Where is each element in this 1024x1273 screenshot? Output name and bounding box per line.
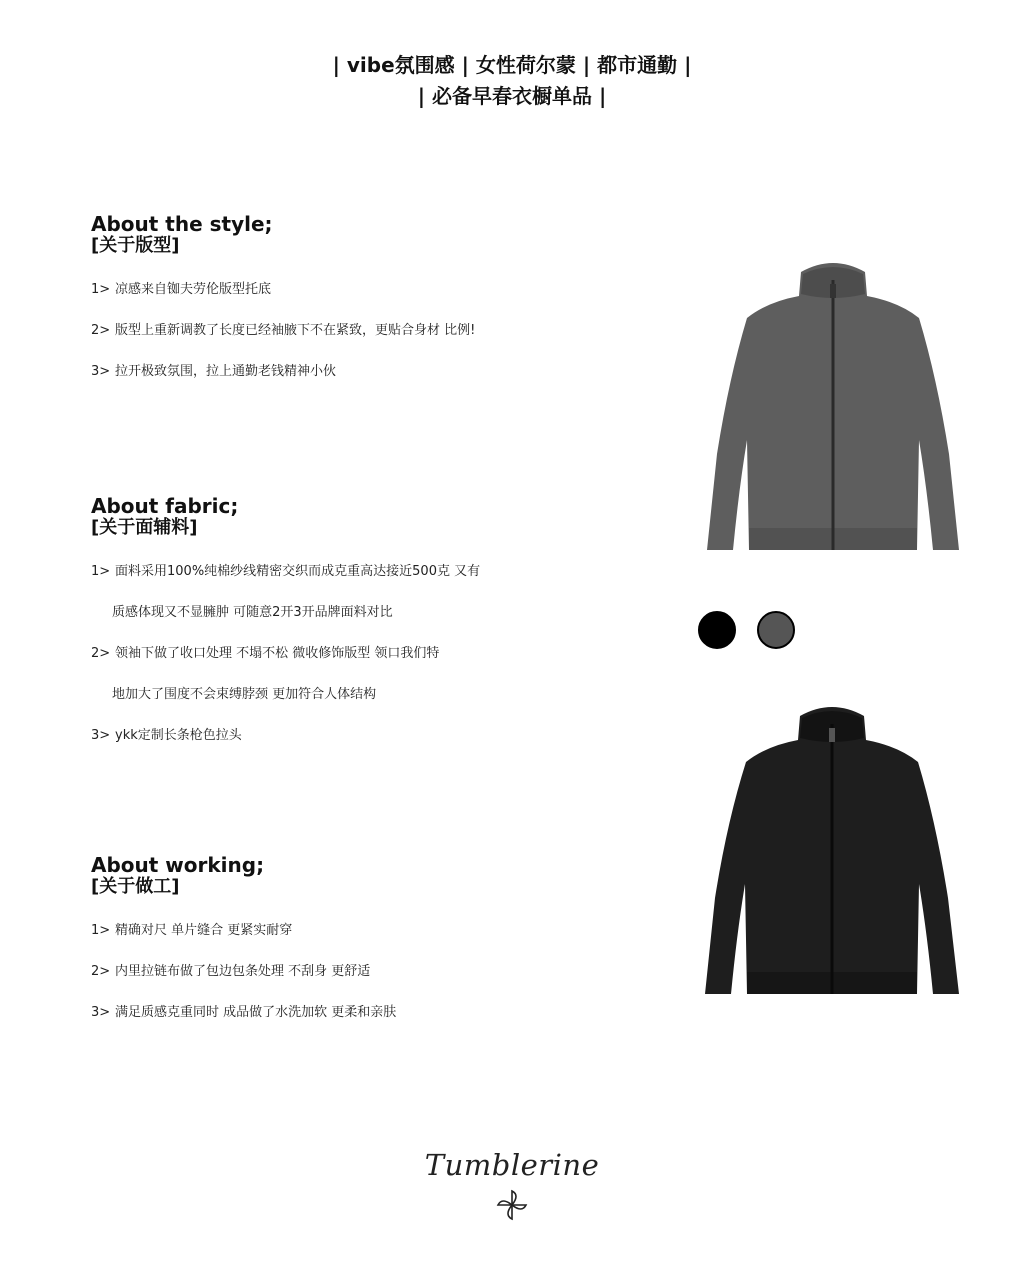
list-item <box>91 726 651 746</box>
section-working <box>91 854 651 1023</box>
item-text: 拉开极致氛围，拉上通勤老钱精神小伙 <box>115 364 337 379</box>
section-title-en: About the style; <box>91 212 273 236</box>
item-number: 2> <box>91 646 111 661</box>
list-item <box>91 280 651 300</box>
pinwheel-logo-icon <box>495 1188 529 1222</box>
item-number: 1> <box>91 282 111 297</box>
page-header <box>0 50 1024 112</box>
item-text: ykk定制长条枪色拉头 <box>115 728 242 743</box>
section-fabric <box>91 495 651 746</box>
item-number: 1> <box>91 564 111 579</box>
item-text: 满足质感克重同时 成品做了水洗加软 更柔和亲肤 <box>115 1005 397 1020</box>
item-text: 面料采用100%纯棉纱线精密交织而成克重高达接近500克 又有 <box>115 564 481 579</box>
item-text: 凉感来自铷夫劳伦版型托底 <box>115 282 272 297</box>
product-image-black-cardigan <box>701 702 963 1002</box>
section-title-cn: [关于面辅料] <box>91 517 198 538</box>
item-number: 1> <box>91 923 111 938</box>
item-number: 2> <box>91 964 111 979</box>
item-text: 领袖下做了收口处理 不塌不松 微收修饰版型 领口我们特 <box>115 646 440 661</box>
zipper-pull <box>830 284 836 298</box>
item-number: 3> <box>91 1005 111 1020</box>
color-swatch-grey[interactable] <box>757 611 795 649</box>
brand-name: Tumblerine <box>424 1148 600 1182</box>
list-item <box>91 921 651 941</box>
item-number: 3> <box>91 728 111 743</box>
section-title-en: About fabric; <box>91 494 239 518</box>
item-text: 内里拉链布做了包边包条处理 不刮身 更舒适 <box>115 964 371 979</box>
color-swatch-black[interactable] <box>698 611 736 649</box>
zipper-pull <box>829 728 835 742</box>
item-number: 2> <box>91 323 111 338</box>
list-item <box>91 962 651 982</box>
section-title-cn: [关于版型] <box>91 235 180 256</box>
item-text: 精确对尺 单片缝合 更紧实耐穿 <box>115 923 293 938</box>
list-item <box>91 1003 651 1023</box>
brand-logo <box>0 1148 1024 1222</box>
section-title-cn: [关于做工] <box>91 876 180 897</box>
header-line-1: | vibe氛围感 | 女性荷尔蒙 | 都市通勤 | <box>332 53 692 77</box>
item-text: 版型上重新调教了长度已经袖腋下不在紧致，更贴合身材 比例! <box>115 323 476 338</box>
item-text-continuation: 地加大了围度不会束缚脖颈 更加符合人体结构 <box>112 687 377 702</box>
list-item <box>91 321 651 341</box>
section-title-en: About working; <box>91 853 265 877</box>
item-text-continuation: 质感体现又不显臃肿 可随意2开3开品牌面料对比 <box>112 605 393 620</box>
section-style <box>91 213 651 382</box>
list-item <box>91 644 651 705</box>
product-image-grey-cardigan <box>703 258 963 558</box>
item-number: 3> <box>91 364 111 379</box>
header-line-2: | 必备早春衣橱单品 | <box>417 84 607 108</box>
list-item <box>91 362 651 382</box>
list-item <box>91 562 651 623</box>
